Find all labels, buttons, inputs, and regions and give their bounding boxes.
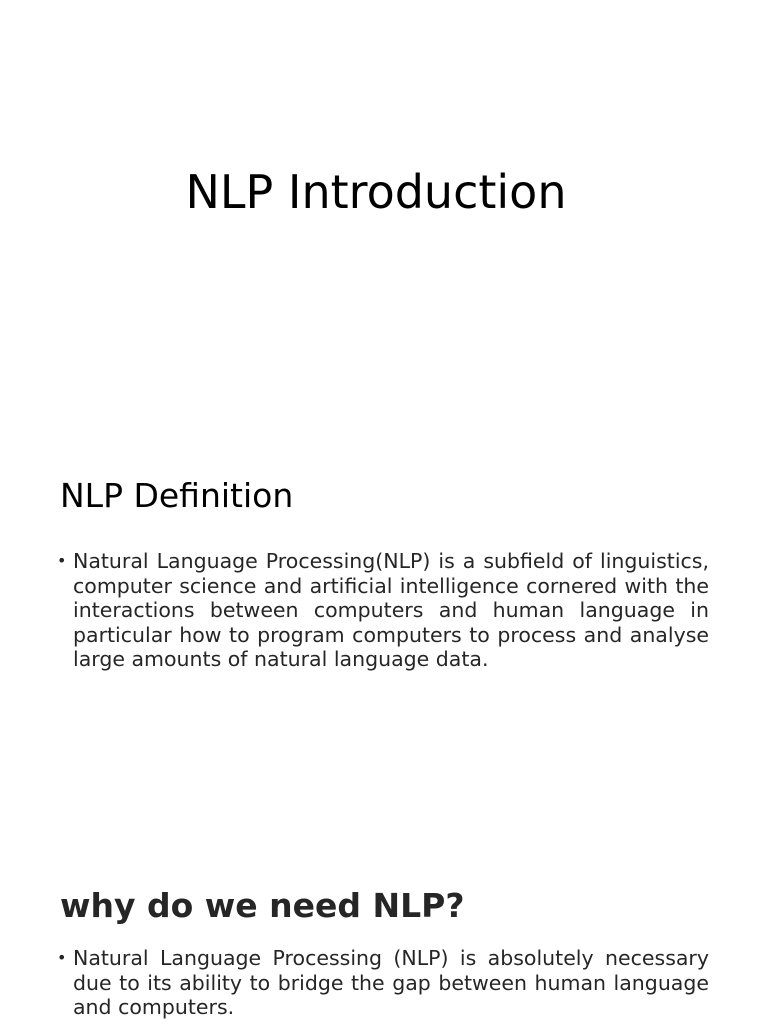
- list-item: [55, 549, 709, 672]
- slide-definition: [0, 440, 768, 840]
- bullet-icon: •: [57, 948, 67, 967]
- presentation-title: NLP Introduction: [185, 165, 567, 219]
- slide-why-nlp: [0, 840, 768, 1024]
- list-item: [55, 946, 709, 1020]
- why-nlp-heading: why do we need NLP?: [60, 886, 465, 925]
- definition-bullet-list: [55, 549, 709, 672]
- definition-text: Natural Language Processing(NLP) is a subfield of linguistics, computer science and artificial intelligence cornered with the interactions between computers and human language in particular how to program computers to process and analyse large amounts of natural language data.: [73, 549, 709, 671]
- slide-title: [0, 0, 768, 440]
- why-nlp-bullet-list: [55, 946, 709, 1020]
- bullet-icon: •: [57, 551, 67, 570]
- definition-heading: NLP Definition: [60, 476, 294, 515]
- why-nlp-text: Natural Language Processing (NLP) is absolutely necessary due to its ability to bridge the gap between human language and computers.: [73, 946, 709, 1019]
